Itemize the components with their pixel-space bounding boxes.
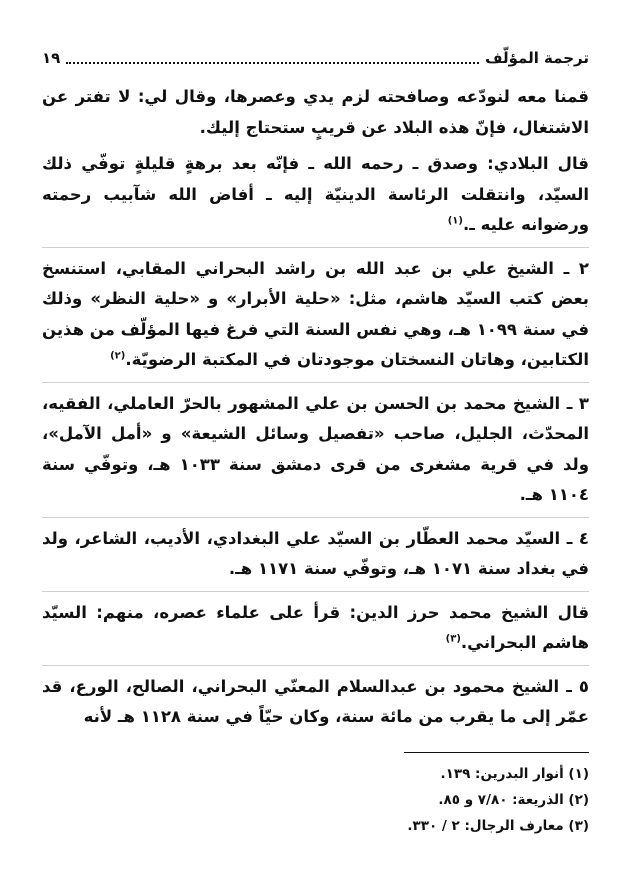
paragraph: قال الشيخ محمد حرز الدين: قرأ على علماء عصره، منهم: السيّد هاشم البحراني.$^{(٣)}$: [42, 591, 589, 659]
page-number: ١٩: [42, 49, 61, 67]
paragraph: ٥ ـ الشيخ محمود بن عبدالسلام المعنّي البحراني، الصالح، الورع، قد عمّر إلى ما يقرب من مائة سنة، وكان حيّاً في سنة ١١٢٨ هـ لأنه: [42, 665, 589, 733]
footnote-ref: (١): [447, 215, 463, 227]
footnote: (٢) الذريعة: ٧/٨٠ و ٨٥.: [438, 792, 589, 808]
footnote-ref: (٢): [110, 350, 126, 362]
paragraph: ٣ ـ الشيخ محمد بن الحسن بن علي المشهور بالحرّ العاملي، الفقيه، المحدّث، الجليل، صاحب «تفصيل وسائل الشيعة» و «أمل الآمل»، ولد في قرية مشغرى من قرى دمشق سنة ١٠٣٣ هـ، وتوفّي سنة ١١٠٤ هـ.: [42, 382, 589, 511]
footnote: (١) أنوار البدرين: ١٣٩.: [440, 766, 589, 782]
footnote-divider: [404, 752, 589, 753]
footnotes: [42, 752, 589, 839]
paragraph: قمنا معه لنودّعه وصافحته لزم يدي وعصرها، وقال لي: لا تفتر عن الاشتغال، فإنّ هذه البلاد عن قريبٍ ستحتاج إليك.: [42, 87, 589, 137]
paragraph: قال البلادي: وصدق ـ رحمه الله ـ فإنّه بعد برهةٍ قليلةٍ توفّي ذلك السيّد، وانتقلت الرئاسة الدينيّة إليه ـ أفاض الله شآبيب رحمته ورضوانه عليه ـ.$^{(١)}$: [42, 154, 589, 234]
paragraph: ٤ ـ السيّد محمد العطّار بن السيّد علي البغدادي، الأديب، الشاعر، ولد في بغداد سنة ١٠٧١ هـ، وتوفّي سنة ١١٧١ هـ.: [42, 517, 589, 585]
page-body: [42, 82, 589, 739]
header-dot-leader: [66, 52, 479, 64]
paragraph: ٢ ـ الشيخ علي بن عبد الله بن راشد البحراني المقابي، استنسخ بعض كتب السيّد هاشم، مثل: «حلية الأبرار» و «حلية النظر» وذلك في سنة ١٠٩٩ هـ، وهي نفس السنة التي فرغ فيها المؤلّف من هذين الكتابين، وهاتان النسختان موجودتان في المكتبة الرضويّة.$^{(٢)}$: [42, 247, 589, 376]
footnote-ref: (٣): [445, 633, 461, 645]
chapter-title: ترجمة المؤلّف: [485, 49, 589, 67]
running-header: [42, 46, 589, 70]
footnote: (٣) معارف الرجال: ٢ / ٣٣٠.: [407, 818, 589, 834]
